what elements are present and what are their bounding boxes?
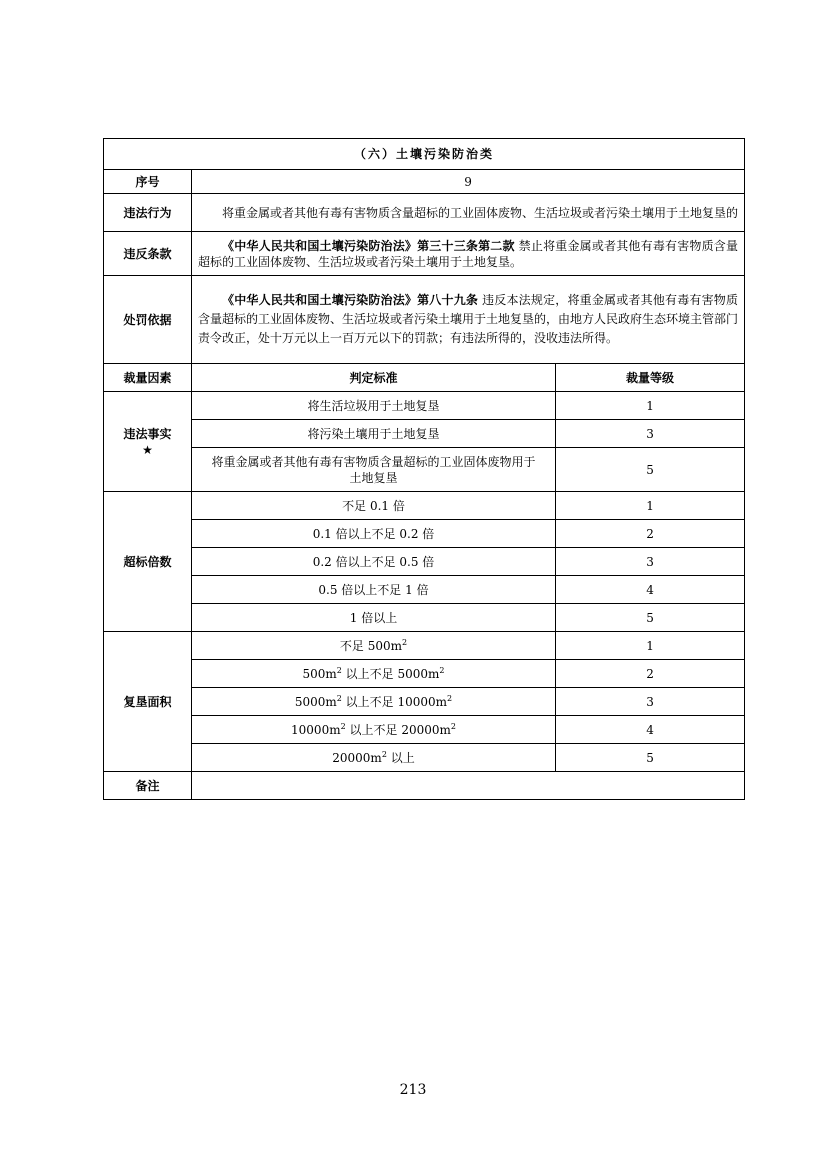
area-text: 10000m — [291, 722, 341, 737]
penalty-text: 违反本法规定，将重金属或者其他有毒有害物质含量超标的工业固体废物、生活垃圾或者污染土壤用于土地复垦的，由地方人民政府生态环境主管部门责令改正，处十万元以上一百万元以下的罚款；有违法所得的，没收违法所得。 — [198, 293, 739, 345]
criteria-cell — [192, 716, 556, 744]
act-label: 违法行为 — [104, 194, 192, 232]
criteria-cell: 将重金属或者其他有毒有害物质含量超标的工业固体废物用于土地复垦 — [192, 448, 556, 492]
level-cell: 3 — [556, 688, 745, 716]
remarks-value — [192, 772, 745, 800]
factor-name: 违法事实 — [123, 426, 172, 441]
level-cell: 4 — [556, 576, 745, 604]
factor-group-area: 复垦面积 — [104, 632, 192, 772]
criteria-header: 判定标准 — [192, 364, 556, 392]
factor-group-exceedance: 超标倍数 — [104, 492, 192, 632]
clause-text: 禁止将重金属或者其他有毒有害物质含量超标的工业固体废物、生活垃圾或者污染土壤用于土地复垦。 — [198, 238, 738, 269]
level-cell: 2 — [556, 520, 745, 548]
factor-group-facts — [104, 392, 192, 492]
criteria-cell — [192, 632, 556, 660]
clause-cell — [192, 232, 745, 276]
area-text: 以上不足 5000m — [341, 666, 440, 681]
page-number: 213 — [399, 1082, 427, 1098]
area-text: 以上不足 10000m — [341, 694, 448, 709]
seq-value: 9 — [192, 170, 745, 194]
area-text: 5000m — [294, 694, 337, 709]
criteria-cell: 0.5 倍以上不足 1 倍 — [192, 576, 556, 604]
area-text: 500m — [302, 666, 337, 681]
square-sup: 2 — [447, 693, 453, 703]
criteria-cell: 0.2 倍以上不足 0.5 倍 — [192, 548, 556, 576]
section-title: （六）土壤污染防治类 — [104, 139, 745, 170]
remarks-label: 备注 — [104, 772, 192, 800]
criteria-cell — [192, 660, 556, 688]
criteria-cell: 将生活垃圾用于土地复垦 — [192, 392, 556, 420]
square-sup: 2 — [450, 721, 456, 731]
level-cell: 1 — [556, 632, 745, 660]
area-text: 以上 — [386, 750, 415, 765]
square-sup: 2 — [402, 637, 408, 647]
square-sup: 2 — [336, 665, 342, 675]
criteria-cell: 1 倍以上 — [192, 604, 556, 632]
level-cell: 1 — [556, 392, 745, 420]
level-cell: 5 — [556, 448, 745, 492]
criteria-cell — [192, 744, 556, 772]
level-cell: 5 — [556, 604, 745, 632]
square-sup: 2 — [381, 749, 387, 759]
area-text: 20000m — [332, 750, 382, 765]
level-cell: 1 — [556, 492, 745, 520]
clause-label: 违反条款 — [104, 232, 192, 276]
square-sup: 2 — [340, 721, 346, 731]
penalty-law: 《中华人民共和国土壤污染防治法》第八十九条 — [222, 293, 479, 307]
factor-header: 裁量因素 — [104, 364, 192, 392]
square-sup: 2 — [336, 693, 342, 703]
act-text: 将重金属或者其他有毒有害物质含量超标的工业固体废物、生活垃圾或者污染土壤用于土地复垦的 — [192, 194, 745, 232]
square-sup: 2 — [439, 665, 445, 675]
level-cell: 3 — [556, 420, 745, 448]
area-text: 不足 500m — [339, 638, 402, 653]
level-cell: 3 — [556, 548, 745, 576]
penalty-cell — [192, 276, 745, 364]
level-cell: 4 — [556, 716, 745, 744]
penalty-discretion-table — [103, 138, 745, 800]
criteria-cell: 不足 0.1 倍 — [192, 492, 556, 520]
penalty-label: 处罚依据 — [104, 276, 192, 364]
criteria-cell — [192, 688, 556, 716]
star-mark: ★ — [142, 442, 153, 457]
area-text: 以上不足 20000m — [345, 722, 451, 737]
clause-law: 《中华人民共和国土壤污染防治法》第三十三条第二款 — [222, 238, 515, 253]
seq-label: 序号 — [104, 170, 192, 194]
criteria-cell: 0.1 倍以上不足 0.2 倍 — [192, 520, 556, 548]
level-cell: 5 — [556, 744, 745, 772]
criteria-cell: 将污染土壤用于土地复垦 — [192, 420, 556, 448]
level-cell: 2 — [556, 660, 745, 688]
level-header: 裁量等级 — [556, 364, 745, 392]
